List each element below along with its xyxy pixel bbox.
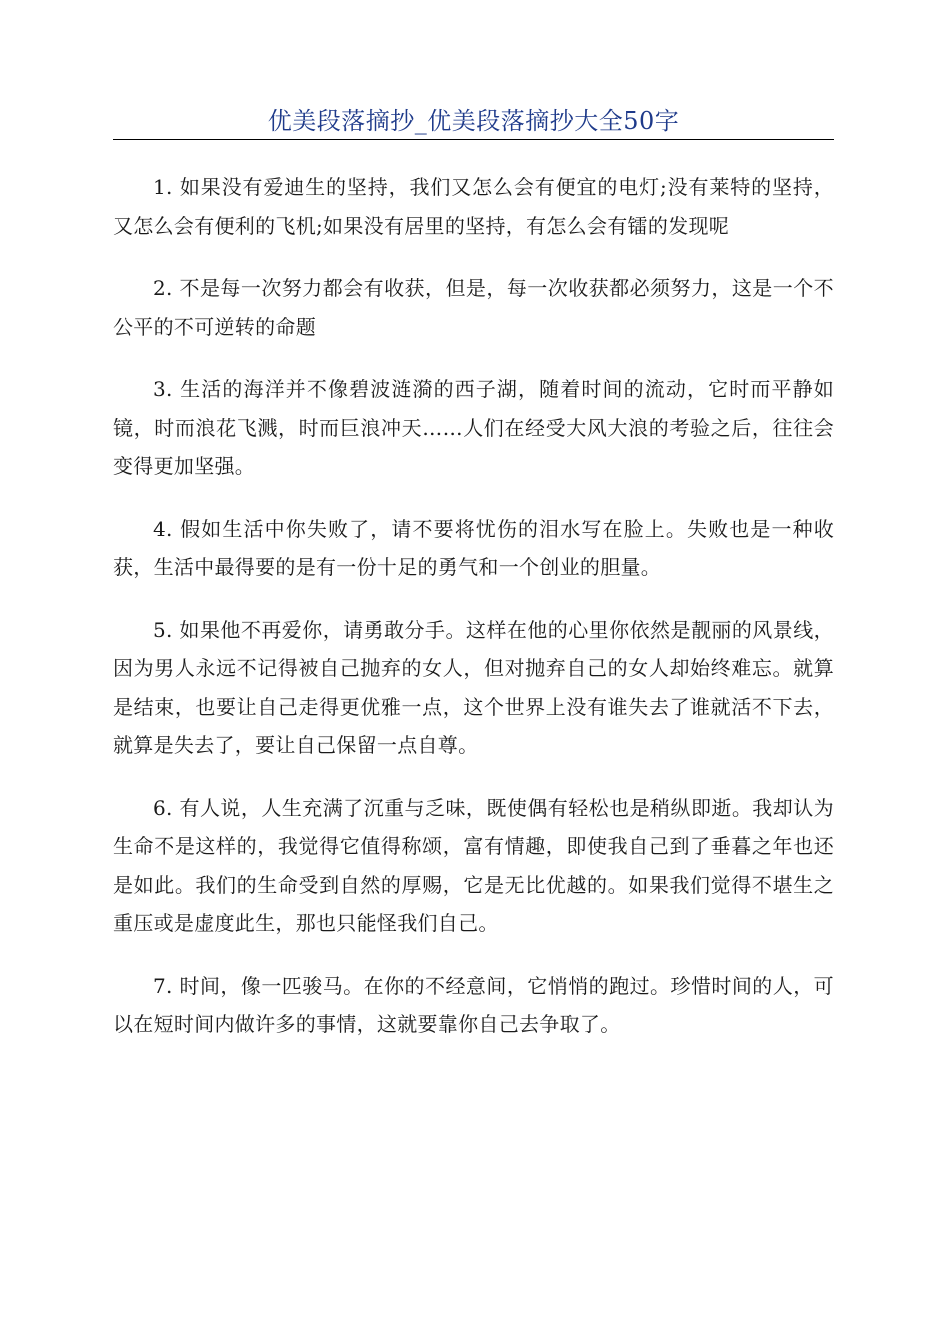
paragraph-5: 5. 如果他不再爱你，请勇敢分手。这样在他的心里你依然是靓丽的风景线，因为男人永远不记得被自己抛弃的女人，但对抛弃自己的女人却始终难忘。就算是结束，也要让自己走得更优雅一点，这个世界上没有谁失去了谁就活不下去，就算是失去了，要让自己保留一点自尊。 [113, 617, 834, 757]
paragraph-2: 2. 不是每一次努力都会有收获，但是，每一次收获都必须努力，这是一个不公平的不可逆转的命题 [113, 276, 834, 339]
paragraph-7: 7. 时间，像一匹骏马。在你的不经意间，它悄悄的跑过。珍惜时间的人，可以在短时间内做许多的事情，这就要靠你自己去争取了。 [113, 973, 834, 1036]
title-block [113, 103, 834, 140]
page-title: 优美段落摘抄_优美段落摘抄大全50字 [267, 107, 680, 135]
document-body [113, 168, 834, 1068]
paragraph-1: 1. 如果没有爱迪生的坚持，我们又怎么会有便宜的电灯;没有莱特的坚持，又怎么会有便利的飞机;如果没有居里的坚持，有怎么会有镭的发现呢 [113, 175, 834, 238]
paragraph-6: 6. 有人说，人生充满了沉重与乏味，既使偶有轻松也是稍纵即逝。我却认为生命不是这样的，我觉得它值得称颂，富有情趣，即使我自己到了垂暮之年也还是如此。我们的生命受到自然的厚赐，它是无比优越的。如果我们觉得不堪生之重压或是虚度此生，那也只能怪我们自己。 [113, 795, 834, 935]
paragraph-4: 4. 假如生活中你失败了，请不要将忧伤的泪水写在脸上。失败也是一种收获，生活中最得要的是有一份十足的勇气和一个创业的胆量。 [113, 516, 834, 579]
paragraph-3: 3. 生活的海洋并不像碧波涟漪的西子湖，随着时间的流动，它时而平静如镜，时而浪花飞溅，时而巨浪冲天……人们在经受大风大浪的考验之后，往往会变得更加坚强。 [113, 377, 834, 478]
